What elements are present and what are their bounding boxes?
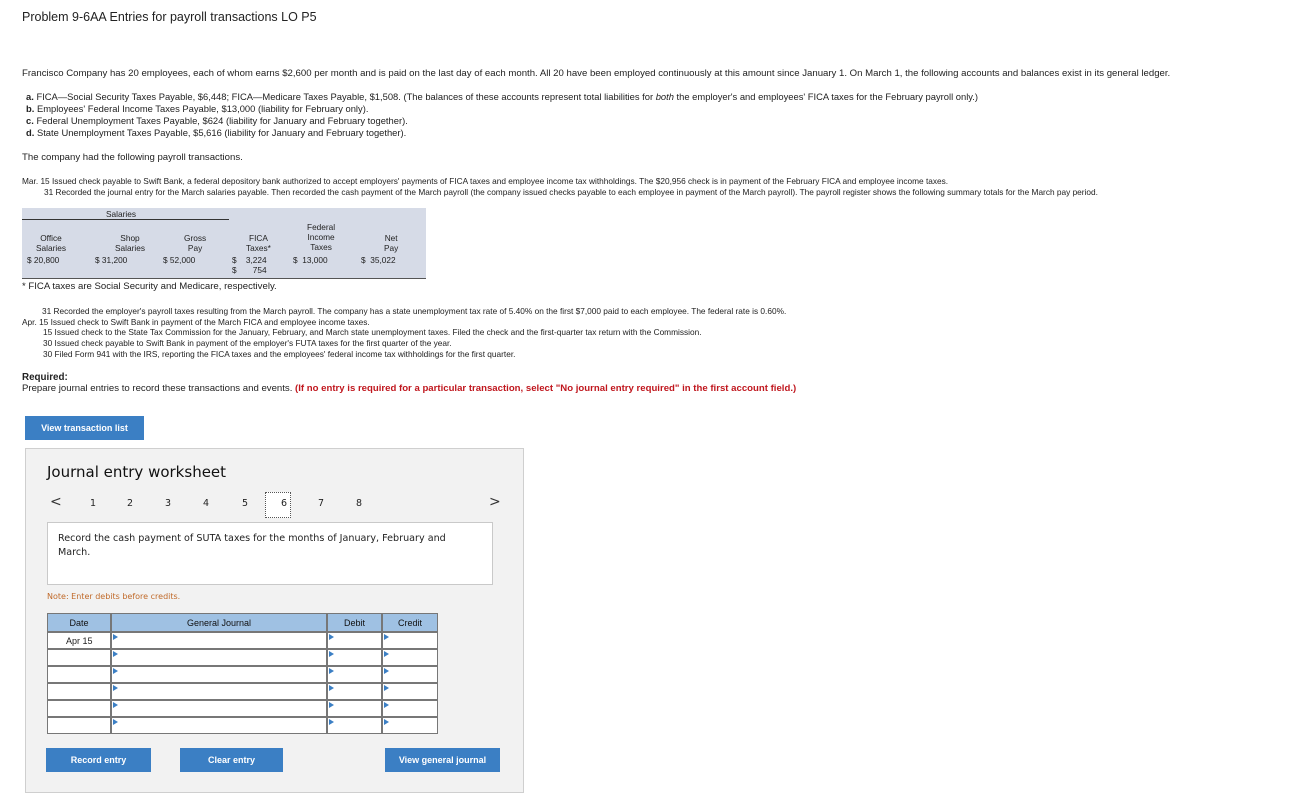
debit-input[interactable]	[327, 700, 382, 717]
accounts-list	[26, 91, 978, 139]
prompt-text: Record the cash payment of SUTA taxes for the months of January, February and March.	[58, 533, 446, 558]
account-letter: a.	[26, 91, 34, 102]
prev-page-button[interactable]: <	[50, 494, 62, 510]
problem-title: Problem 9-6AA Entries for payroll transactions LO P5	[22, 10, 317, 24]
page-4[interactable]: 4	[203, 498, 210, 509]
active-page-frame	[265, 492, 291, 518]
credit-input[interactable]	[382, 700, 438, 717]
dropdown-marker-icon	[329, 685, 334, 691]
dropdown-marker-icon	[113, 651, 118, 657]
dropdown-marker-icon	[384, 719, 389, 725]
account-item-b	[26, 103, 978, 115]
account-input[interactable]	[111, 632, 327, 649]
required-text	[22, 383, 796, 394]
gross-pay-label: Gross Pay	[184, 233, 207, 253]
worksheet-title: Journal entry worksheet	[47, 463, 227, 481]
required-instruction: Prepare journal entries to record these transactions and events.	[22, 383, 296, 394]
debit-header: Debit	[327, 613, 382, 632]
fica-taxes-label: FICA Taxes*	[246, 233, 271, 253]
account-input[interactable]	[111, 683, 327, 700]
fica-medicare-value: $ 754	[232, 265, 267, 275]
dropdown-marker-icon	[329, 702, 334, 708]
dropdown-marker-icon	[384, 702, 389, 708]
dropdown-marker-icon	[113, 668, 118, 674]
required-red-note: (If no entry is required for a particular transaction, select "No journal entry required" in the first account field.)	[295, 383, 797, 394]
salaries-underline	[22, 219, 229, 220]
dropdown-marker-icon	[384, 685, 389, 691]
account-text: Federal Unemployment Taxes Payable, $624 (liability for January and February together).	[36, 115, 408, 126]
page-6[interactable]: 6	[281, 498, 288, 509]
dropdown-marker-icon	[113, 719, 118, 725]
credit-input[interactable]	[382, 717, 438, 734]
fica-footnote: * FICA taxes are Social Security and Medicare, respectively.	[22, 281, 277, 292]
debit-input[interactable]	[327, 666, 382, 683]
dropdown-marker-icon	[113, 685, 118, 691]
dropdown-marker-icon	[113, 634, 118, 640]
transaction-mar-15: Mar. 15 Issued check payable to Swift Bank, a federal depository bank authorized to accept employers' payments of FICA taxes and employee income tax withholdings. The $20,956 check is in payment of the February FICA and employee income taxes.	[22, 176, 949, 186]
account-emphasis: both	[655, 91, 674, 102]
account-letter: d.	[26, 127, 35, 138]
account-input[interactable]	[111, 666, 327, 683]
clear-entry-button[interactable]: Clear entry	[180, 748, 283, 772]
debit-input[interactable]	[327, 649, 382, 666]
debit-input[interactable]	[327, 683, 382, 700]
date-cell[interactable]	[47, 700, 111, 717]
federal-income-value: $ 13,000	[293, 255, 328, 265]
shop-salaries-value: $ 31,200	[95, 255, 128, 265]
date-cell[interactable]: Apr 15	[47, 632, 111, 649]
account-text: State Unemployment Taxes Payable, $5,616 (liability for January and February together).	[36, 127, 407, 138]
company-text: The company had the following payroll transactions.	[22, 152, 243, 163]
page-3[interactable]: 3	[165, 498, 172, 509]
credit-input[interactable]	[382, 632, 438, 649]
account-item-c	[26, 115, 978, 127]
page-8[interactable]: 8	[356, 498, 363, 509]
dropdown-marker-icon	[384, 668, 389, 674]
credit-input[interactable]	[382, 666, 438, 683]
page-2[interactable]: 2	[127, 498, 134, 509]
transaction-mar-31: 31 Recorded the journal entry for the March salaries payable. Then recorded the cash payment of the March payroll (the company issued checks payable to each employee in payment of the March payroll). The payroll register shows the following summary totals for the March pay period.	[44, 187, 1098, 197]
debit-input[interactable]	[327, 717, 382, 734]
account-input[interactable]	[111, 649, 327, 666]
date-cell[interactable]	[47, 717, 111, 734]
federal-income-taxes-label: Federal Income Taxes	[307, 222, 336, 252]
account-text: FICA—Social Security Taxes Payable, $6,448; FICA—Medicare Taxes Payable, $1,508. (The balances of these accounts represent total liabilities for	[36, 91, 656, 102]
dropdown-marker-icon	[329, 668, 334, 674]
account-letter: b.	[26, 103, 35, 114]
date-header: Date	[47, 613, 111, 632]
account-input[interactable]	[111, 717, 327, 734]
note-text: Note: Enter debits before credits.	[47, 592, 181, 601]
fica-ss-value: $ 3,224	[232, 255, 267, 265]
payroll-summary-table	[22, 208, 426, 278]
net-pay-value: $ 35,022	[361, 255, 396, 265]
debit-input[interactable]	[327, 632, 382, 649]
transaction-apr-30-941: 30 Filed Form 941 with the IRS, reporting the FICA taxes and the employees' federal income tax withholdings for the first quarter.	[43, 349, 516, 359]
intro-paragraph: Francisco Company has 20 employees, each of whom earns $2,600 per month and is paid on the last day of each month. All 20 have been employed continuously at this amount since January 1. On March 1, the following accounts and balances exist in its general ledger.	[22, 68, 1171, 79]
dropdown-marker-icon	[329, 651, 334, 657]
general-journal-header: General Journal	[111, 613, 327, 632]
record-entry-button[interactable]: Record entry	[46, 748, 151, 772]
table-bottom-rule	[22, 278, 426, 279]
office-salaries-value: $ 20,800	[27, 255, 60, 265]
transaction-apr-15-bank: Apr. 15 Issued check to Swift Bank in payment of the March FICA and employee income taxes.	[22, 317, 370, 327]
dropdown-marker-icon	[384, 634, 389, 640]
view-transaction-list-button[interactable]: View transaction list	[25, 416, 144, 440]
account-text: Employees' Federal Income Taxes Payable, $13,000 (liability for February only).	[36, 103, 369, 114]
office-salaries-label: Office Salaries	[36, 233, 66, 253]
transaction-apr-30-futa: 30 Issued check payable to Swift Bank in payment of the employer's FUTA taxes for the first quarter of the year.	[43, 338, 452, 348]
credit-input[interactable]	[382, 683, 438, 700]
credit-input[interactable]	[382, 649, 438, 666]
salaries-header: Salaries	[106, 209, 136, 219]
page-5[interactable]: 5	[242, 498, 249, 509]
account-item-a	[26, 91, 978, 103]
page-1[interactable]: 1	[90, 498, 97, 509]
date-cell[interactable]	[47, 666, 111, 683]
dropdown-marker-icon	[329, 634, 334, 640]
date-cell[interactable]	[47, 649, 111, 666]
transaction-mar-31-taxes: 31 Recorded the employer's payroll taxes resulting from the March payroll. The company has a state unemployment tax rate of 5.40% on the first $7,000 paid to each employee. The federal rate is 0.60%.	[42, 306, 787, 316]
net-pay-label: Net Pay	[384, 233, 399, 253]
dropdown-marker-icon	[384, 651, 389, 657]
required-heading: Required:	[22, 372, 68, 383]
view-general-journal-button[interactable]: View general journal	[385, 748, 500, 772]
gross-pay-value: $ 52,000	[163, 255, 196, 265]
credit-header: Credit	[382, 613, 438, 632]
account-letter: c.	[26, 115, 34, 126]
transaction-apr-15-state: 15 Issued check to the State Tax Commission for the January, February, and March state unemployment taxes. Filed the check and the first-quarter tax return with the Commission.	[43, 327, 702, 337]
shop-salaries-label: Shop Salaries	[115, 233, 145, 253]
account-input[interactable]	[111, 700, 327, 717]
account-item-d	[26, 127, 978, 139]
dropdown-marker-icon	[113, 702, 118, 708]
page-7[interactable]: 7	[318, 498, 325, 509]
next-page-button[interactable]: >	[489, 494, 501, 510]
account-text: the employer's and employees' FICA taxes for the February payroll only.)	[673, 91, 979, 102]
dropdown-marker-icon	[329, 719, 334, 725]
date-cell[interactable]	[47, 683, 111, 700]
